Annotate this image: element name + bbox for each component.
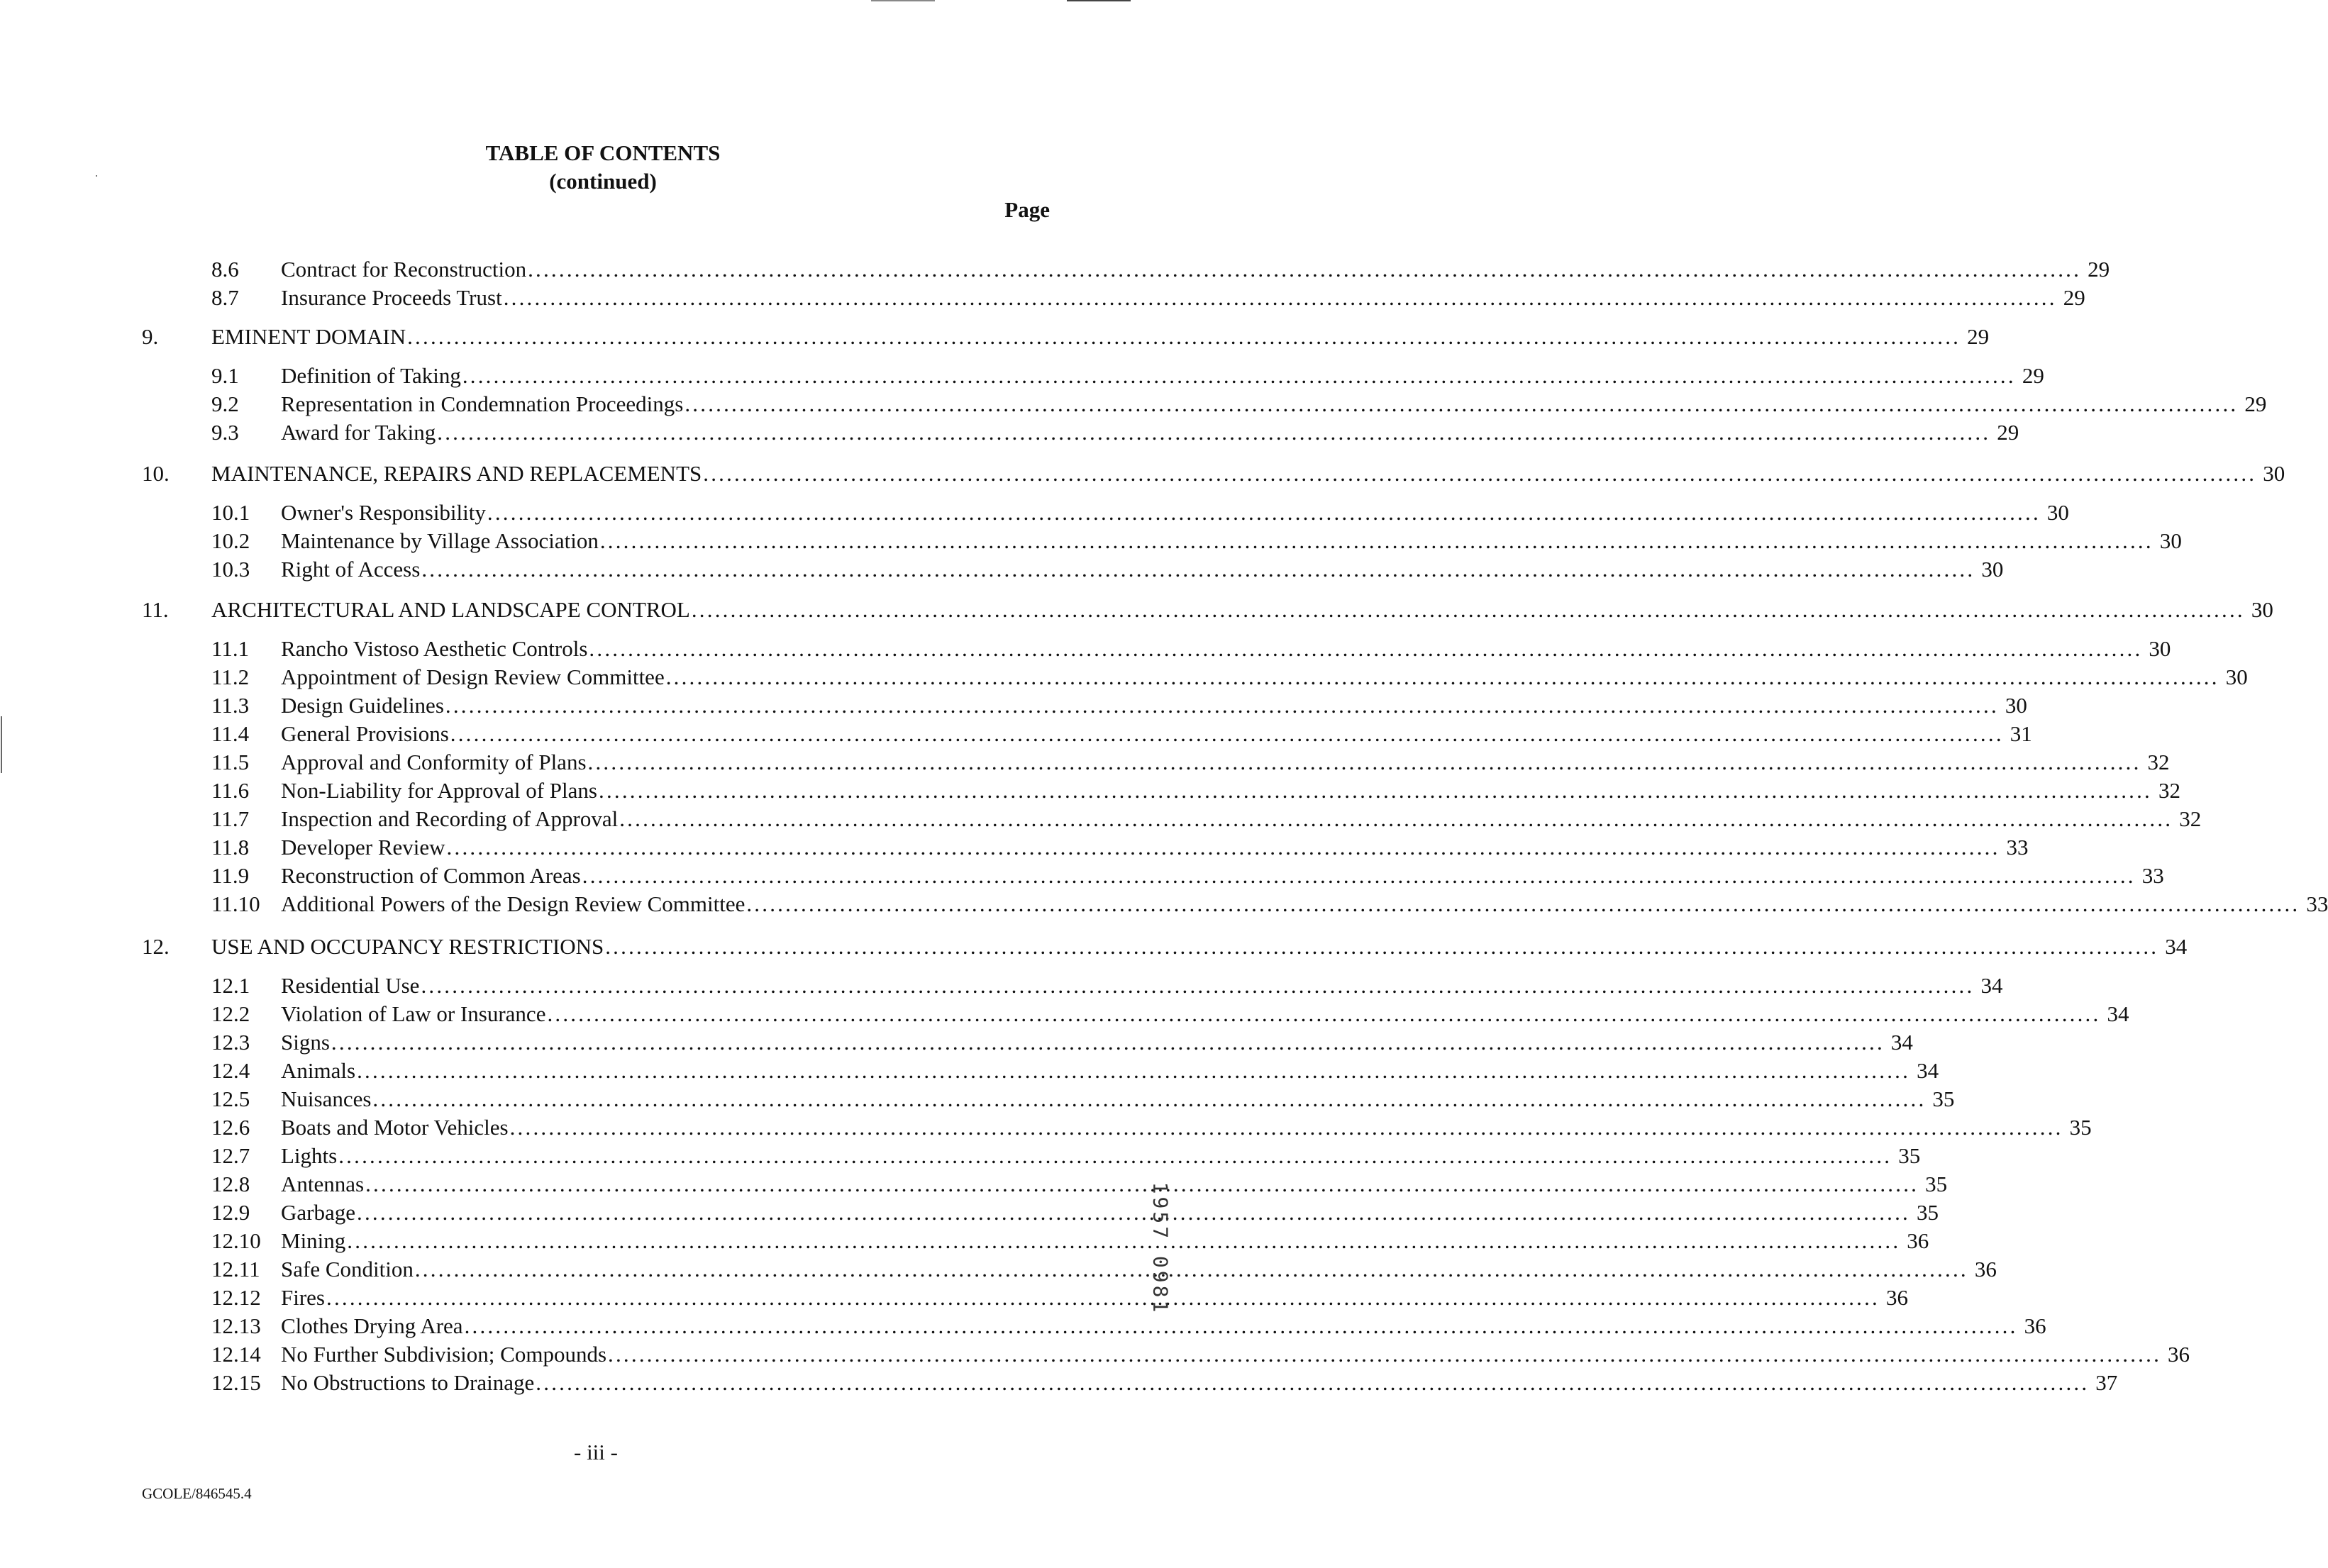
page-column-label: Page	[1004, 197, 1050, 222]
toc-entry-number: 10.1	[211, 500, 250, 525]
toc-entry-number: 11.9	[211, 863, 250, 888]
toc-entry-body	[281, 1312, 2046, 1340]
toc-entry-title: EMINENT DOMAIN	[211, 324, 406, 349]
toc-entry-title: Reconstruction of Common Areas	[281, 863, 581, 888]
side-stamp	[1146, 1121, 1175, 1376]
toc-entry-body	[281, 833, 2029, 862]
toc-entry-page: 30	[2159, 528, 2182, 553]
toc-entry-number: 10.2	[211, 528, 250, 553]
toc-entry-body	[281, 1284, 1908, 1312]
dot-leader: ........................................................................................................................................................................................................	[407, 324, 1961, 349]
toc-entry-body	[211, 933, 2188, 961]
toc-entry	[0, 1170, 1948, 1199]
toc-entry-body	[211, 460, 2285, 488]
toc-entry	[0, 862, 2164, 890]
toc-entry-body	[281, 1340, 2190, 1369]
toc-entry-title: Maintenance by Village Association	[281, 528, 599, 553]
toc-entry-title: Approval and Conformity of Plans	[281, 750, 587, 774]
toc-entry-body	[281, 663, 2248, 691]
toc-entry	[0, 284, 2085, 312]
toc-entry-title: Garbage	[281, 1200, 355, 1225]
toc-entry-number: 9.	[142, 324, 159, 349]
toc-entry-page: 29	[2022, 363, 2044, 388]
dot-leader: ........................................................................................................................................................................................................	[445, 693, 1999, 718]
toc-entry-body	[281, 862, 2164, 890]
toc-entry	[0, 499, 2069, 527]
toc-entry-title: MAINTENANCE, REPAIRS AND REPLACEMENTS	[211, 461, 702, 486]
toc-entry-page: 32	[2158, 778, 2180, 803]
toc-entry-number: 12.15	[211, 1370, 261, 1395]
dot-leader: ........................................................................................................................................................................................................	[665, 665, 2219, 689]
dot-leader: ........................................................................................................................................................................................................	[365, 1172, 1919, 1196]
toc-entry-number: 12.3	[211, 1030, 250, 1055]
toc-entry-page: 31	[2010, 721, 2032, 746]
toc-section	[0, 323, 1990, 351]
dot-leader: ........................................................................................................................................................................................................	[528, 257, 2082, 282]
toc-entry-title: General Provisions	[281, 721, 449, 746]
dot-leader: ........................................................................................................................................................................................................	[503, 285, 2057, 310]
toc-entry-page: 34	[1890, 1030, 1913, 1055]
dot-leader: ........................................................................................................................................................................................................	[582, 863, 2136, 888]
toc-entry-body	[281, 555, 2004, 584]
dot-leader: ........................................................................................................................................................................................................	[599, 528, 2154, 553]
toc-entry-page: 29	[2088, 257, 2110, 282]
toc-entry	[0, 1028, 1913, 1057]
toc-entry-body	[281, 635, 2171, 663]
toc-entry-number: 12.12	[211, 1285, 261, 1310]
toc-entry-title: Antennas	[281, 1172, 365, 1196]
dot-leader: ........................................................................................................................................................................................................	[357, 1200, 1910, 1225]
toc-entry-body	[281, 527, 2182, 555]
toc-entry-page: 33	[2006, 835, 2029, 860]
toc-entry-title: Insurance Proceeds Trust	[281, 285, 502, 310]
toc-entry-page: 30	[2263, 461, 2285, 486]
toc-entry-page: 29	[1997, 420, 2019, 445]
toc-entry-title: Appointment of Design Review Committee	[281, 665, 665, 689]
toc-entry	[0, 1057, 1939, 1085]
dot-leader: ........................................................................................................................................................................................................	[331, 1030, 1885, 1055]
toc-entry-number: 10.	[142, 461, 170, 486]
toc-entry-title: Additional Powers of the Design Review Committee	[281, 891, 745, 916]
toc-entry-title: Clothes Drying Area	[281, 1313, 463, 1338]
toc-entry-body	[281, 1113, 2092, 1142]
toc-entry-number: 11.4	[211, 721, 250, 746]
toc-entry-body	[281, 1227, 1929, 1255]
toc-entry-body	[281, 362, 2044, 390]
dot-leader: ........................................................................................................................................................................................................	[437, 420, 1991, 445]
toc-entry-title: Violation of Law or Insurance	[281, 1001, 546, 1026]
dot-leader: ........................................................................................................................................................................................................	[372, 1086, 1927, 1111]
page-number: - iii -	[574, 1440, 618, 1464]
page-subtitle: (continued)	[549, 169, 657, 194]
dot-leader: ........................................................................................................................................................................................................	[605, 934, 2159, 959]
toc-entry-number: 12.1	[211, 973, 250, 998]
toc-entry-page: 36	[1907, 1228, 1929, 1253]
dot-leader: ........................................................................................................................................................................................................	[464, 1313, 2018, 1338]
toc-entry-title: ARCHITECTURAL AND LANDSCAPE CONTROL	[211, 597, 690, 622]
dot-leader: ........................................................................................................................................................................................................	[547, 1001, 2101, 1026]
toc-entry	[0, 805, 2202, 833]
dot-leader: ........................................................................................................................................................................................................	[414, 1257, 1968, 1281]
toc-entry-number: 11.	[142, 597, 169, 622]
toc-entry	[0, 555, 2004, 584]
toc-entry-title: Boats and Motor Vehicles	[281, 1115, 509, 1140]
toc-entry-title: No Obstructions to Drainage	[281, 1370, 535, 1395]
dot-leader: ........................................................................................................................................................................................................	[703, 461, 2257, 486]
toc-entry	[0, 748, 2170, 777]
dot-leader: ........................................................................................................................................................................................................	[347, 1228, 1901, 1253]
toc-entry-page: 37	[2095, 1370, 2118, 1395]
toc-entry-number: 12.4	[211, 1058, 250, 1083]
toc-entry-body	[281, 890, 2328, 918]
toc-entry-page: 32	[2147, 750, 2170, 774]
toc-entry-number: 9.2	[211, 391, 239, 416]
toc-entry-number: 8.7	[211, 285, 239, 310]
dot-leader: ........................................................................................................................................................................................................	[589, 636, 2143, 661]
toc-entry-body	[211, 323, 1990, 351]
toc-entry-title: Fires	[281, 1285, 325, 1310]
toc-entry-body	[211, 596, 2273, 624]
toc-entry-page: 34	[1917, 1058, 1939, 1083]
toc-entry	[0, 663, 2248, 691]
toc-entry-title: Lights	[281, 1143, 338, 1168]
dot-leader: ........................................................................................................................................................................................................	[450, 721, 2004, 746]
toc-entry	[0, 1312, 2046, 1340]
toc-entry-page: 35	[1898, 1143, 1921, 1168]
toc-entry-number: 12.7	[211, 1143, 250, 1168]
toc-entry-title: Inspection and Recording of Approval	[281, 806, 619, 831]
toc-entry	[0, 1227, 1929, 1255]
toc-entry	[0, 1113, 2092, 1142]
toc-entry-title: Award for Taking	[281, 420, 436, 445]
dot-leader: ........................................................................................................................................................................................................	[619, 806, 2173, 831]
dot-leader: ........................................................................................................................................................................................................	[446, 835, 2000, 860]
toc-entry-body	[281, 255, 2110, 284]
toc-entry-body	[281, 499, 2069, 527]
toc-entry	[0, 833, 2029, 862]
toc-entry	[0, 635, 2171, 663]
toc-entry-page: 29	[1967, 324, 1990, 349]
toc-entry-body	[281, 1085, 1955, 1113]
toc-entry-body	[281, 284, 2085, 312]
toc-entry-title: Signs	[281, 1030, 330, 1055]
dot-leader: ........................................................................................................................................................................................................	[487, 500, 2041, 525]
toc-section	[0, 596, 2273, 624]
toc-entry-title: Nuisances	[281, 1086, 372, 1111]
toc-section	[0, 933, 2188, 961]
toc-entry-body	[281, 972, 2003, 1000]
toc-entry-page: 36	[1886, 1285, 1908, 1310]
dot-leader: ........................................................................................................................................................................................................	[338, 1143, 1892, 1168]
toc-entry-page: 32	[2179, 806, 2202, 831]
toc-entry-number: 11.6	[211, 778, 250, 803]
toc-entry-number: 11.5	[211, 750, 250, 774]
toc-entry-body	[281, 1369, 2118, 1397]
toc-entry-body	[281, 1057, 1939, 1085]
toc-entry-page: 30	[2149, 636, 2171, 661]
toc-entry-number: 12.	[142, 934, 170, 959]
toc-entry-page: 30	[2046, 500, 2069, 525]
dot-leader: ........................................................................................................................................................................................................	[326, 1285, 1880, 1310]
toc-entry	[0, 1085, 1955, 1113]
toc-entry	[0, 1000, 2129, 1028]
toc-entry-page: 30	[2005, 693, 2027, 718]
toc-entry-title: Developer Review	[281, 835, 445, 860]
toc-entry-number: 8.6	[211, 257, 239, 282]
dot-leader: ........................................................................................................................................................................................................	[691, 597, 2245, 622]
toc-entry-page: 34	[2107, 1001, 2129, 1026]
dot-leader: ........................................................................................................................................................................................................	[536, 1370, 2090, 1395]
toc-entry-page: 30	[2225, 665, 2248, 689]
toc-entry	[0, 1369, 2118, 1397]
toc-entry-title: Safe Condition	[281, 1257, 414, 1281]
toc-entry-body	[281, 720, 2032, 748]
toc-entry-number: 12.13	[211, 1313, 261, 1338]
toc-entry-title: USE AND OCCUPANCY RESTRICTIONS	[211, 934, 604, 959]
dot-leader: ........................................................................................................................................................................................................	[599, 778, 2152, 803]
dot-leader: ........................................................................................................................................................................................................	[509, 1115, 2063, 1140]
toc-entry	[0, 972, 2003, 1000]
toc-entry-page: 35	[1917, 1200, 1939, 1225]
toc-entry-title: Definition of Taking	[281, 363, 461, 388]
toc-entry-body	[281, 748, 2170, 777]
toc-entry	[0, 527, 2182, 555]
toc-entry-body	[281, 1000, 2129, 1028]
toc-entry-page: 35	[1932, 1086, 1955, 1111]
toc-entry-title: Non-Liability for Approval of Plans	[281, 778, 597, 803]
toc-entry-title: Owner's Responsibility	[281, 500, 486, 525]
toc-entry-page: 29	[2063, 285, 2085, 310]
toc-entry-page: 36	[1974, 1257, 1997, 1281]
toc-entry-page: 29	[2244, 391, 2267, 416]
toc-entry-page: 36	[2168, 1342, 2190, 1367]
toc-entry-title: No Further Subdivision; Compounds	[281, 1342, 607, 1367]
dot-leader: ........................................................................................................................................................................................................	[462, 363, 2016, 388]
toc-entry-page: 36	[2024, 1313, 2046, 1338]
dot-leader: ........................................................................................................................................................................................................	[746, 891, 2300, 916]
toc-entry-body	[281, 777, 2180, 805]
toc-entry-body	[281, 1142, 1921, 1170]
toc-entry-number: 11.3	[211, 693, 250, 718]
toc-entry	[0, 1255, 1997, 1284]
toc-entry-title: Right of Access	[281, 557, 421, 582]
toc-entry	[0, 1199, 1939, 1227]
toc-entry-number: 11.7	[211, 806, 250, 831]
toc-entry-number: 12.14	[211, 1342, 261, 1367]
toc-entry	[0, 691, 2027, 720]
dot-leader: ........................................................................................................................................................................................................	[608, 1342, 2162, 1367]
dot-leader: ........................................................................................................................................................................................................	[587, 750, 2141, 774]
page-title: TABLE OF CONTENTS	[485, 140, 721, 165]
toc-entry-number: 12.8	[211, 1172, 250, 1196]
side-stamp-text: 1957 0981	[1148, 1181, 1173, 1315]
toc-entry-body	[281, 1028, 1913, 1057]
toc-entry-title: Animals	[281, 1058, 356, 1083]
toc-entry-page: 35	[2069, 1115, 2092, 1140]
toc-entry-number: 12.2	[211, 1001, 250, 1026]
dot-leader: ........................................................................................................................................................................................................	[421, 973, 1975, 998]
toc-entry-number: 10.3	[211, 557, 250, 582]
toc-entry	[0, 890, 2328, 918]
toc-entry-title: Representation in Condemnation Proceedings	[281, 391, 684, 416]
toc-entry-number: 12.11	[211, 1257, 260, 1281]
toc-entry-page: 34	[2165, 934, 2188, 959]
toc-entry-page: 34	[1980, 973, 2003, 998]
document-id: GCOLE/846545.4	[142, 1485, 252, 1502]
toc-entry-number: 9.1	[211, 363, 239, 388]
toc-entry-number: 11.2	[211, 665, 250, 689]
toc-entry	[0, 390, 2267, 418]
toc-entry-number: 12.5	[211, 1086, 250, 1111]
toc-entry	[0, 1284, 1908, 1312]
toc-entry-title: Residential Use	[281, 973, 420, 998]
toc-entry-title: Design Guidelines	[281, 693, 444, 718]
toc-entry	[0, 362, 2044, 390]
toc-entry-body	[281, 1199, 1939, 1227]
dot-leader: ........................................................................................................................................................................................................	[357, 1058, 1911, 1083]
toc-entry	[0, 777, 2180, 805]
toc-entry-body	[281, 1170, 1948, 1199]
toc-entry-number: 11.10	[211, 891, 260, 916]
toc-entry-number: 12.10	[211, 1228, 261, 1253]
toc-entry-body	[281, 390, 2267, 418]
toc-entry-title: Mining	[281, 1228, 346, 1253]
toc-entry-body	[281, 691, 2027, 720]
toc-entry-page: 35	[1925, 1172, 1948, 1196]
toc-entry	[0, 418, 2019, 447]
toc-entry-title: Contract for Reconstruction	[281, 257, 527, 282]
toc-section	[0, 460, 2285, 488]
toc-entry-number: 11.1	[211, 636, 250, 661]
toc-entry-number: 11.8	[211, 835, 250, 860]
toc-entry-page: 33	[2141, 863, 2164, 888]
toc-entry	[0, 1142, 1921, 1170]
toc-entry-page: 30	[2251, 597, 2273, 622]
toc-entry	[0, 720, 2032, 748]
toc-entry-page: 33	[2306, 891, 2328, 916]
toc-entry-number: 12.9	[211, 1200, 250, 1225]
dot-leader: ........................................................................................................................................................................................................	[421, 557, 1975, 582]
toc-entry-body	[281, 418, 2019, 447]
toc-entry-number: 9.3	[211, 420, 239, 445]
toc-entry-title: Rancho Vistoso Aesthetic Controls	[281, 636, 588, 661]
toc-entry-number: 12.6	[211, 1115, 250, 1140]
dot-leader: ........................................................................................................................................................................................................	[684, 391, 2239, 416]
toc-entry-page: 30	[1981, 557, 2004, 582]
toc-entry-body	[281, 805, 2202, 833]
toc-entry	[0, 255, 2110, 284]
toc-entry-body	[281, 1255, 1997, 1284]
toc-entry	[0, 1340, 2190, 1369]
